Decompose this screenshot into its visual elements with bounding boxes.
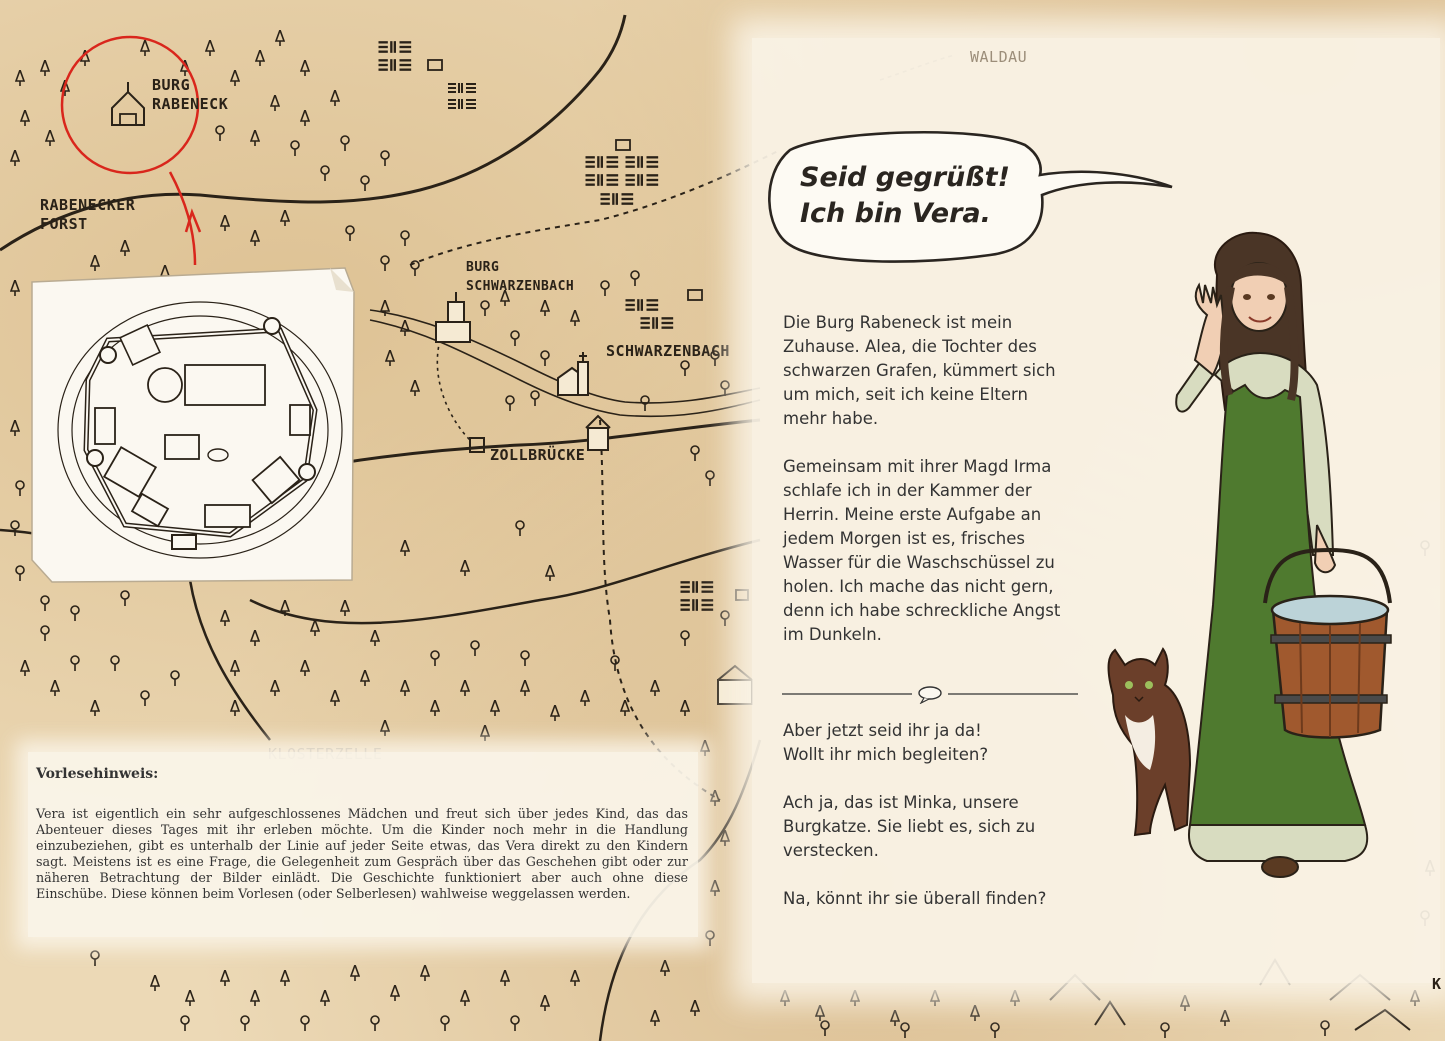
narration-title: Vorlesehinweis: (36, 766, 159, 782)
monastery-icon (718, 666, 752, 704)
speech-icon (919, 687, 941, 703)
cat-minka (1109, 649, 1190, 835)
story-paragraph-2: Gemeinsam mit ihrer Magd Irma schlafe ich in der Kammer der Herrin. Meine erste Aufgabe an jedem Morgen ist es, frisches Wasser für die Waschschüssel zu holen. Ich mache das nicht gern, denn ich habe schreckliche Angst im Dunkeln. (783, 457, 1061, 644)
speech-line-2: Ich bin Vera. (800, 198, 991, 229)
story-paragraph-5: Na, könnt ihr sie überall finden? (783, 889, 1047, 908)
narration-body: Vera ist eigentlich ein sehr aufgeschlossenes Mädchen und freut sich über jedes Kind, das das Abenteuer dieses Tages mit ihr erleben möchte. Um die Kinder noch mehr in die Handlung einzubeziehen, gibt es unterhalb der Linie auf jeder Seite etwas, das Vera direkt zu den Kindern sagt. Meistens ist es eine Frage, die Gelegenheit zum Gespräch über das Geschehen gibt oder zur näheren Betrachtung der Bilder einlädt. Die Geschichte funktioniert aber auch ohne diese Einschübe. Diese können beim Vorlesen (oder Selberlesen) wahlweise weggelassen werden. (36, 806, 688, 901)
village-church-icon (558, 352, 588, 395)
story-paragraph-1: Die Burg Rabeneck ist mein Zuhause. Alea, die Tochter des schwarzen Grafen, kümmert sich um mich, seit ich keine Eltern mehr habe. (783, 313, 1056, 428)
vera-illustration (1095, 225, 1425, 895)
story-paragraph-3: Aber jetzt seid ihr ja da! Wollt ihr mich begleiten? (783, 721, 989, 764)
speech-bubble-text (800, 160, 1010, 232)
label-burg-schwarzenbach: BURG SCHWARZENBACH (466, 260, 575, 294)
label-zollbruecke: ZOLLBRÜCKE (490, 446, 586, 464)
castle-rabeneck-icon (112, 82, 144, 125)
speech-line-1: Seid gegrüßt! (800, 162, 1010, 193)
castle-plan-inset (32, 268, 354, 582)
label-burg-rabeneck: BURG RABENECK (152, 76, 229, 113)
story-paragraph-4: Ach ja, das ist Minka, unsere Burgkatze. Sie liebt es, sich zu verstecken. (783, 793, 1036, 860)
label-schwarzenbach: SCHWARZENBACH (606, 342, 730, 360)
label-rabenecker-forst: RABENECKER FORST (40, 196, 136, 233)
label-edge-letter: K (1432, 975, 1442, 993)
castle-schwarzenbach-icon (436, 292, 470, 342)
dialogue-divider (782, 684, 1078, 704)
label-waldau: WALDAU (970, 48, 1028, 66)
toll-tower-icon (586, 416, 610, 450)
